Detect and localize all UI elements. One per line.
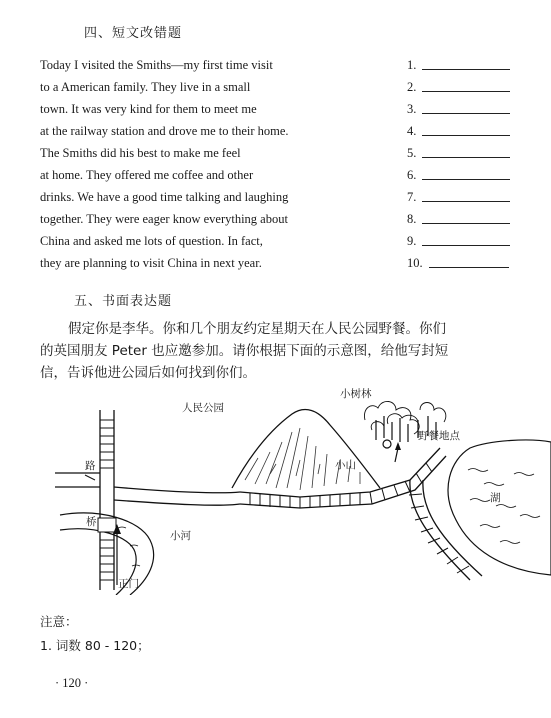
- map-label-road: 路: [85, 460, 96, 472]
- map-label-stream: 小河: [170, 530, 191, 542]
- section4-title: 四、短文改错题: [84, 26, 183, 41]
- answer-line: [422, 91, 510, 92]
- passage-line: to a American family. They live in a small: [40, 80, 251, 94]
- answer-number: 2.: [407, 80, 417, 94]
- notes-item-1: 1. 词数 80 - 120；: [40, 638, 150, 653]
- answer-blank-6[interactable]: [407, 168, 510, 183]
- passage-line: The Smiths did his best to make me feel: [40, 146, 241, 160]
- answer-blank-2[interactable]: [407, 80, 510, 95]
- answer-blank-5[interactable]: [407, 146, 510, 161]
- answer-blank-8[interactable]: [407, 212, 510, 227]
- passage-line: town. It was very kind for them to meet me: [40, 102, 257, 116]
- map-label-gate: 正门: [118, 578, 139, 590]
- answer-blank-4[interactable]: [407, 124, 510, 139]
- prompt-line: 信，告诉他进公园后如何找到你们。: [40, 365, 256, 381]
- answer-line: [422, 157, 510, 158]
- map-label-hill: 小山: [335, 459, 356, 471]
- answer-blank-7[interactable]: [407, 190, 510, 205]
- passage-line: China and asked me lots of question. In fact,: [40, 234, 263, 248]
- notes-heading: 注意：: [40, 614, 78, 629]
- answer-line: [422, 179, 510, 180]
- answer-line: [422, 245, 510, 246]
- answer-blank-1[interactable]: [407, 58, 510, 73]
- answer-line: [422, 135, 510, 136]
- passage-line: together. They were eager know everything about: [40, 212, 288, 226]
- passage-line: at the railway station and drove me to their home.: [40, 124, 289, 138]
- answer-number: 10.: [407, 256, 423, 270]
- answer-blank-9[interactable]: [407, 234, 510, 249]
- answer-line: [429, 267, 509, 268]
- passage-line: at home. They offered me coffee and other: [40, 168, 254, 182]
- answer-number: 3.: [407, 102, 417, 116]
- passage-line: drinks. We have a good time talking and laughing: [40, 190, 289, 204]
- answer-number: 7.: [407, 190, 417, 204]
- writing-prompt: [40, 318, 520, 384]
- park-map-drawing: [0, 380, 551, 595]
- page-number: · 120 ·: [55, 676, 89, 690]
- map-label-bridge: 桥: [86, 516, 97, 528]
- answer-line: [422, 113, 510, 114]
- answer-blank-3[interactable]: [407, 102, 510, 117]
- map-label-grove: 小树林: [340, 388, 372, 400]
- answer-number: 8.: [407, 212, 417, 226]
- map-label-lake: 湖: [490, 492, 501, 504]
- answer-line: [422, 201, 510, 202]
- answer-number: 1.: [407, 58, 417, 72]
- prompt-line: 假定你是李华。你和几个朋友约定星期天在人民公园野餐。你们: [68, 321, 446, 337]
- park-map: [0, 380, 551, 595]
- answer-number: 5.: [407, 146, 417, 160]
- answer-number: 9.: [407, 234, 417, 248]
- prompt-line: 的英国朋友 Peter 也应邀参加。请你根据下面的示意图，给他写封短: [40, 343, 449, 359]
- map-label-park: 人民公园: [182, 402, 224, 414]
- passage-line: Today I visited the Smiths—my first time visit: [40, 58, 273, 72]
- answer-line: [422, 69, 510, 70]
- answer-number: 6.: [407, 168, 417, 182]
- answer-line: [422, 223, 510, 224]
- passage-line: they are planning to visit China in next year.: [40, 256, 262, 270]
- answer-number: 4.: [407, 124, 417, 138]
- map-label-picnic: 野餐地点: [418, 430, 460, 442]
- section5-title: 五、书面表达题: [74, 294, 173, 309]
- answer-blank-10[interactable]: [407, 256, 509, 271]
